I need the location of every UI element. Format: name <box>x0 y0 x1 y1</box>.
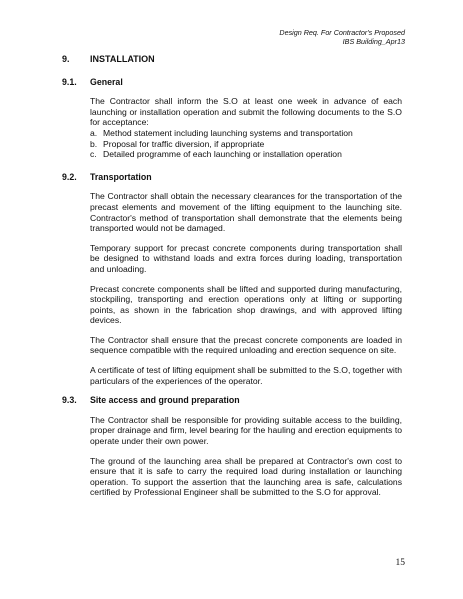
paragraph: The Contractor shall ensure that the precast concrete components are loaded in sequence compatible with the required unloading and erection sequence on site. <box>90 334 402 356</box>
paragraph: The Contractor shall be responsible for providing suitable access to the building, proper drainage and firm, level bearing for the hauling and erection equipments to operate under their own power. <box>90 414 402 447</box>
section-9-2-body <box>90 191 402 386</box>
section-9-1-title: General <box>90 76 123 87</box>
section-9-3-body <box>90 415 402 498</box>
section-9-title: INSTALLATION <box>90 54 155 64</box>
section-9-2-heading <box>62 172 402 183</box>
section-9-number: 9. <box>62 54 70 64</box>
header-line-2: IBS Building_Apr13 <box>342 36 405 46</box>
paragraph: The Contractor shall obtain the necessary clearances for the transportation of the precast elements and movement of the lifting equipment to the launching site. Contractor's method of transportation shall demonstrate that the elements being transported would not be damaged. <box>90 191 402 234</box>
running-header <box>279 29 405 46</box>
paragraph: Temporary support for precast concrete components during transportation shall be designed to withstand loads and extra forces during loading, transportation and unloading. <box>90 242 402 274</box>
section-9-1-number: 9.1. <box>62 76 77 87</box>
list-item <box>90 149 402 160</box>
section-9-3-heading <box>62 395 402 406</box>
paragraph: A certificate of test of lifting equipment shall be submitted to the S.O, together with particulars of the experiences of the operator. <box>90 365 402 386</box>
page-content <box>62 54 402 507</box>
section-9-2-number: 9.2. <box>62 171 77 182</box>
list-item-text: Proposal for traffic diversion, if appropriate <box>103 138 265 149</box>
section-9-3-title: Site access and ground preparation <box>90 395 240 406</box>
section-9-2-title: Transportation <box>90 171 152 182</box>
section-9-1-heading <box>62 77 402 88</box>
paragraph: The Contractor shall inform the S.O at least one week in advance of each launching or installation operation and submit the following documents to the S.O for acceptance: <box>90 96 402 128</box>
paragraph: Precast concrete components shall be lifted and supported during manufacturing, stockpiling, transporting and erection operations only at lifting or supporting points, as shown in the fabrication shop drawings, and with approved lifting devices. <box>90 283 402 326</box>
document-list <box>90 128 402 160</box>
header-line-1: Design Req. For Contractor's Proposed <box>279 28 405 37</box>
list-item <box>90 128 402 139</box>
paragraph: The ground of the launching area shall be prepared at Contractor's own cost to ensure that it is safe to carry the required load during installation or launching operation. To support the assertion that the launching area is safe, calculations certified by Professional Engineer shall be submitted to the S.O for approval. <box>90 455 402 498</box>
section-9-3-number: 9.3. <box>62 395 77 406</box>
list-item-label: a. <box>90 127 98 138</box>
page-number: 15 <box>395 558 405 569</box>
list-item-text: Method statement including launching systems and transportation <box>103 127 353 138</box>
list-item <box>90 139 402 150</box>
list-item-label: b. <box>90 138 98 149</box>
list-item-text: Detailed programme of each launching or installation operation <box>103 149 342 160</box>
list-item-label: c. <box>90 149 97 160</box>
section-9-1-body <box>90 96 402 160</box>
section-9-heading <box>62 54 402 65</box>
